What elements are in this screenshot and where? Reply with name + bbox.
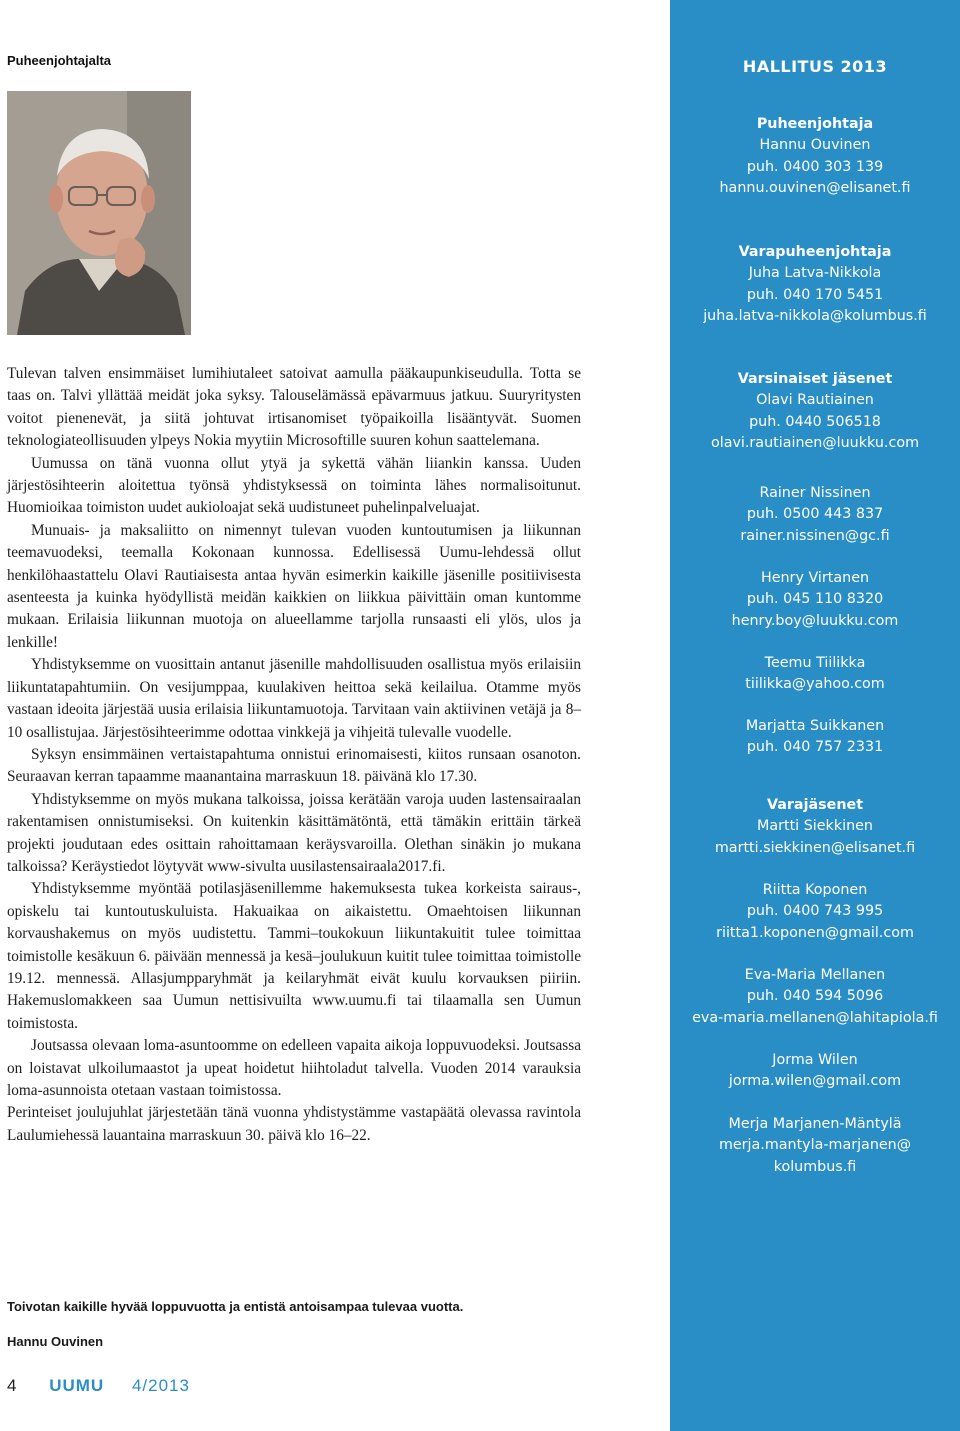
member-email: olavi.rautiainen@luukku.com xyxy=(710,434,920,451)
member-email: martti.siekkinen@elisanet.fi xyxy=(714,839,916,856)
member-email-continued: kolumbus.fi xyxy=(773,1158,857,1175)
author-signature: Hannu Ouvinen xyxy=(7,1334,104,1349)
board-title: HALLITUS 2013 xyxy=(742,57,888,76)
member-name: Merja Marjanen-Mäntylä xyxy=(728,1116,902,1132)
closing-greeting: Toivotan kaikille hyvää loppuvuotta ja entistä antoisampaa tulevaa vuotta. xyxy=(7,1299,464,1314)
group-heading: Puheenjohtaja xyxy=(756,116,874,132)
page-number: 4 xyxy=(7,1376,18,1395)
member-name: Juha Latva-Nikkola xyxy=(748,265,882,282)
member-phone: puh. 040 170 5451 xyxy=(746,286,884,303)
member-email: eva-maria.mellanen@lahitapiola.fi xyxy=(692,1009,938,1026)
article-paragraph: Uumussa on tänä vuonna ollut ytyä ja sykettä vähän liiankin kanssa. Uuden järjestösihteerin aloitettua työnsä yhdistyksessä on toiminta lähes normalisoitunut. Huomioikaa toimiston uudet aukioloajat sekä uudistuneet puhelinpalveluajat. xyxy=(7,454,581,517)
board-member xyxy=(670,880,960,944)
member-phone: puh. 040 757 2331 xyxy=(746,739,884,756)
group-heading: Varajäsenet xyxy=(766,797,864,813)
group-heading: Varapuheenjohtaja xyxy=(738,244,892,260)
member-email: rainer.nissinen@gc.fi xyxy=(740,527,890,544)
article-paragraph: Tulevan talven ensimmäiset lumihiutaleet satoivat aamulla pääkaupunkiseudulla. Totta se taas on. Talvi yllättää meidät joka syksy. Talouselämässä epävarmuus jatkuu. Suuryritysten voitot pienenevät, ja siitä johtuvat irtisanomiset työpaikoilla lisääntyvät. Suomen teknologiateollisuuden ylpeys Nokia myytiin Microsoftille suuren kohun saattelemana. xyxy=(7,365,581,450)
magazine-name: UUMU xyxy=(49,1376,105,1395)
member-name: Eva-Maria Mellanen xyxy=(744,967,886,983)
member-email: hannu.ouvinen@elisanet.fi xyxy=(719,179,911,196)
member-phone: puh. 0440 506518 xyxy=(749,413,881,430)
member-email: jorma.wilen@gmail.com xyxy=(728,1073,902,1090)
chairman-portrait-photo xyxy=(7,91,191,335)
member-phone: puh. 040 594 5096 xyxy=(746,988,884,1005)
group-heading: Varsinaiset jäsenet xyxy=(737,371,893,387)
member-email: merja.mantyla-marjanen@ xyxy=(718,1137,912,1154)
member-phone: puh. 0400 743 995 xyxy=(746,903,884,920)
article-paragraph: Perinteiset joulujuhlat järjestetään tänä vuonna yhdistystämme vastapäätä olevassa ravintola Laulumiehessä lauantaina marraskuun 30. päivä klo 16–22. xyxy=(7,1104,581,1144)
article-paragraph: Yhdistyksemme on myös mukana talkoissa, joissa kerätään varoja uuden lastensairaalan rakentamisen onnistumiseksi. On kuitenkin käsittämätöntä, että tämäkin erittäin tärkeä projekti joudutaan edes osittain rahoittamaan keräysvaroilla. Olethan sinäkin jo mukana talkoissa? Keräystiedot löytyvät www-sivulta uusilastensairaala2017.fi. xyxy=(7,790,581,875)
member-name: Olavi Rautiainen xyxy=(756,392,874,409)
page-footer xyxy=(7,1376,190,1396)
board-member xyxy=(670,1114,960,1178)
section-label: Puheenjohtajalta xyxy=(7,53,112,68)
board-member xyxy=(670,568,960,632)
member-name: Hannu Ouvinen xyxy=(759,137,871,154)
member-name: Martti Siekkinen xyxy=(757,818,873,835)
member-name: Teemu Tiilikka xyxy=(764,655,866,671)
member-email: riitta1.koponen@gmail.com xyxy=(716,924,914,941)
board-member xyxy=(670,483,960,547)
board-sidebar xyxy=(670,0,960,1431)
member-phone: puh. 0400 303 139 xyxy=(746,158,884,175)
member-phone: puh. 045 110 8320 xyxy=(746,591,884,608)
board-member xyxy=(670,965,960,1029)
board-group-chairman xyxy=(670,114,960,199)
article-paragraph: Munuais- ja maksaliitto on nimennyt tulevan vuoden kuntoutumisen ja liikunnan teemavuodeksi, teemalla Kokonaan kunnossa. Edellisessä Uumu-lehdessä ollut henkilöhaastattelu Olavi Rautiaisesta antaa hyvän esimerkin kaikille jäsenille positiivisesta asenteesta ja kuinka hyödyllistä meidän kaikkien on liikkua päivittäin oman kuntomme mukaan. Erilaisia liikunnan muotoja on alueellamme tarjolla runsaasti eli ylös, ulos ja lenkille! xyxy=(7,521,581,651)
article-paragraph: Joutsassa olevaan loma-asuntoomme on edelleen vapaita aikoja loppuvuodeksi. Joutsassa on loistavat ulkoilumaastot ja upeat hoidetut hiihtoladut talvella. Vuoden 2014 varauksia loma-asunnoista otetaan vastaan toimistossa. xyxy=(7,1037,581,1099)
member-email: tiilikka@yahoo.com xyxy=(745,676,885,693)
issue-number: 4/2013 xyxy=(131,1376,190,1395)
board-member xyxy=(670,653,960,696)
member-email: henry.boy@luukku.com xyxy=(731,612,899,629)
member-email: juha.latva-nikkola@kolumbus.fi xyxy=(703,307,927,324)
member-name: Henry Virtanen xyxy=(760,570,870,586)
portrait-illustration xyxy=(7,91,191,335)
article-paragraph: Yhdistyksemme on vuosittain antanut jäsenille mahdollisuuden osallistua myös erilaisiin liikuntatapahtumiin. On vesijumppaa, kuulakiven heittoa sekä keilailua. Otamme myös vastaan ideoita järjestää uusia erilaisia liikuntamuotoja. Tarvitaan vain aktiivinen vetäjä ja 8–10 osallistujaa. Järjestösihteerimme odottaa vinkkejä ja vihjeitä tulevalle vuodelle. xyxy=(7,656,581,741)
board-group-deputy-members xyxy=(670,795,960,859)
article-paragraph: Yhdistyksemme myöntää potilasjäsenillemme hakemuksesta tukea korkeista sairaus-, opiskelu tai kuntoutuskuluista. Hakuaikaa on aikaistettu. Omaehtoisen liikunnan korvaushakemus on myös uudistettu. Tammi–toukokuun liikuntakuitit tulee toimittaa toimistolle kesäkuun 6. päivään mennessä ja kesä–joulukuun kuitit tulee toimittaa toimistolle 19.12. mennessä. Allasjumpparyhmät ja keilaryhmät eivät kuulu korvauksen piiriin. Hakemuslomakkeen saa Uumun nettisivuilta www.uumu.fi tai tilaamalla sen Uumun toimistosta. xyxy=(7,880,581,1032)
board-group-vice-chairman xyxy=(670,242,960,327)
article-paragraph: Syksyn ensimmäinen vertaistapahtuma onnistui erinomaisesti, kiitos runsaan osanoton. Seuraavan kerran tapaamme maanantaina marraskuun 18. päivänä klo 17.30. xyxy=(7,745,581,786)
member-name: Riitta Koponen xyxy=(762,882,868,898)
member-phone: puh. 0500 443 837 xyxy=(746,506,884,523)
member-name: Rainer Nissinen xyxy=(759,485,871,501)
board-member xyxy=(670,1050,960,1093)
article-body xyxy=(7,363,581,1147)
member-name: Marjatta Suikkanen xyxy=(745,718,885,734)
board-member xyxy=(670,716,960,759)
board-group-full-members xyxy=(670,369,960,454)
member-name: Jorma Wilen xyxy=(772,1052,858,1068)
